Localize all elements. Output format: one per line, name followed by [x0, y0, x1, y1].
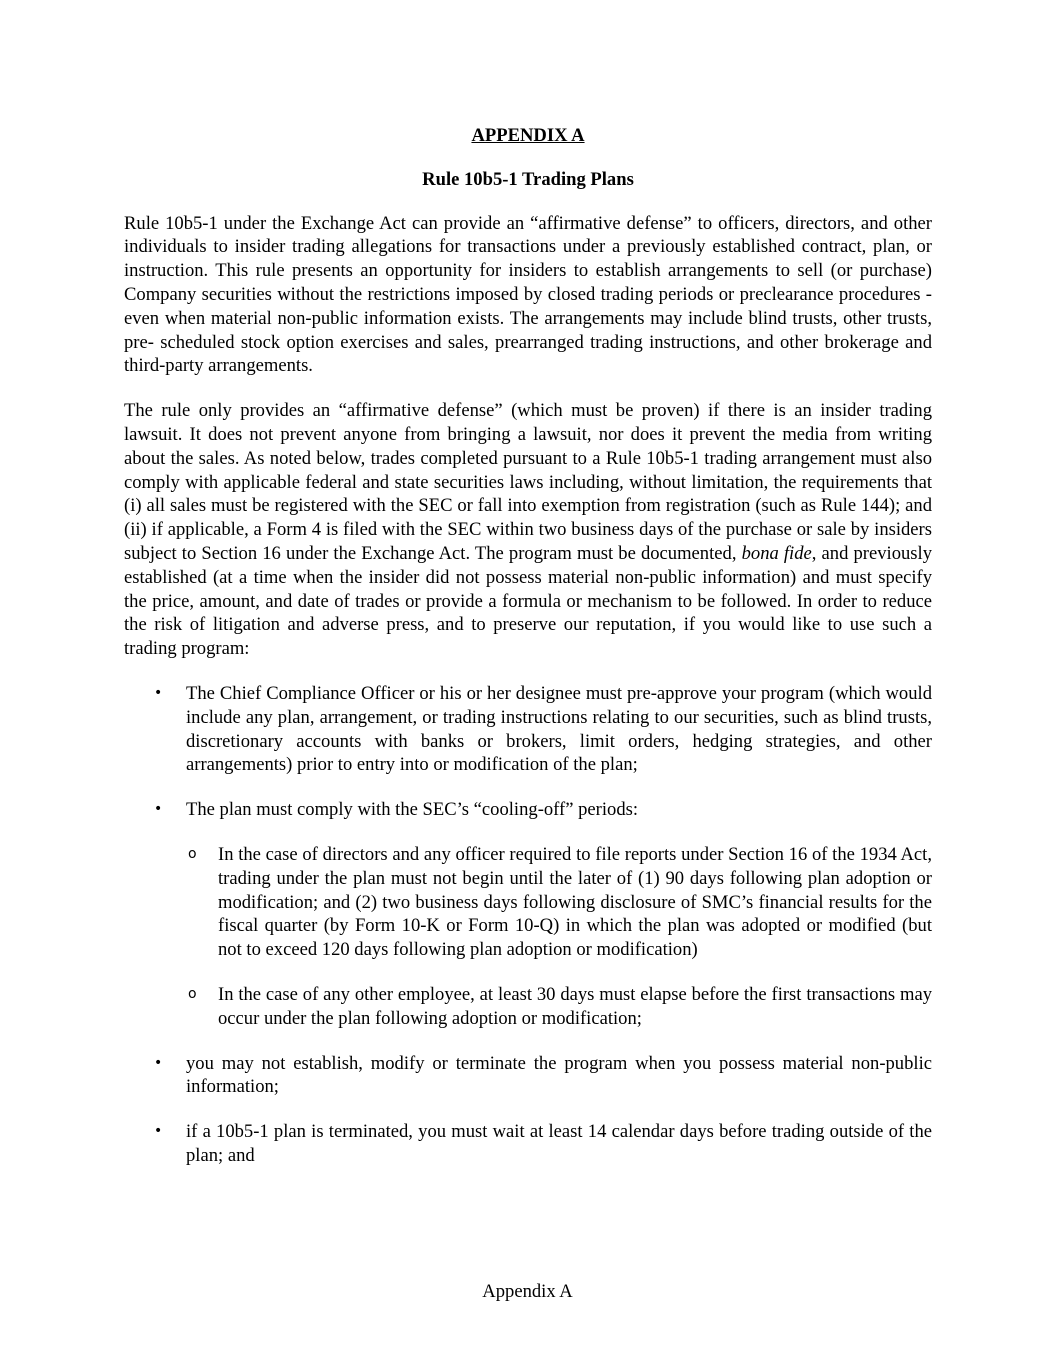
page-footer: Appendix A [482, 1281, 573, 1302]
list-item-text: if a 10b5-1 plan is terminated, you must wait at least 14 calendar days before trading outside of the plan; and [186, 1121, 932, 1166]
appendix-title: APPENDIX A [471, 125, 585, 146]
list-item-text: you may not establish, modify or terminate the program when you possess material non-public information; [186, 1052, 932, 1098]
sub-bullet-marker: o [188, 985, 197, 1002]
bullet-marker: • [154, 801, 163, 818]
list-item-text: The Chief Compliance Officer or his or her designee must pre-approve your program (which would include any plan, arrangement, or trading instructions relating to our securities, such as blind trusts, discretionary accounts with banks or brokers, limit orders, hedging strategies, and other arrangements) prior to entry into or modification of the plan; [186, 682, 932, 776]
affirmative-defense-paragraph [124, 399, 932, 661]
list-item-text: The plan must comply with the SEC’s “cooling-off” periods: [186, 799, 639, 821]
sub-bullet-marker: o [188, 845, 197, 862]
list-item [124, 682, 932, 777]
requirements-list [124, 682, 932, 1168]
sub-list-item-text: In the case of directors and any officer required to file reports under Section 16 of the 1934 Act, trading under the plan must not begin until the later of (1) 90 days following plan adoption or modification; and (2) two business days following disclosure of SMC’s financial results for the fiscal quarter (by Form 10-K or Form 10-Q) in which the plan was adopted or modified (but not to exceed 120 days following plan adoption or modification) [218, 843, 932, 961]
list-item [124, 1120, 932, 1168]
paragraph2-text-start: The rule only provides an “affirmative defense” (which must be proven) if there is an insider trading lawsuit. It does not prevent anyone from bringing a lawsuit, nor does it prevent the media from writing about the sales. As noted below, trades completed pursuant to a Rule 10b5-1 trading arrangement must also comply with applicable federal and state securities laws including, without limitation, the requirements that (i) all sales must be registered with the SEC or fall into exemption from registration (such as Rule 144); and (ii) if applicable, a Form 4 is filed with the SEC within two business days of the purchase or sale by insiders subject to Section 16 under the Exchange Act. The program must be documented, [124, 400, 932, 564]
list-item [124, 1052, 932, 1100]
bona-fide-italic: bona fide [741, 542, 812, 564]
paragraph2-text-end: , and previously established (at a time when the insider did not possess material non-public information) and must specify the price, amount, and date of trades or provide a formula or mechanism to be followed. In order to reduce the risk of litigation and adverse press, and to preserve our reputation, if you would like to use such a trading program: [124, 542, 932, 660]
bullet-marker: • [154, 1123, 163, 1140]
document-page [124, 124, 932, 1189]
bullet-marker: • [154, 1054, 163, 1071]
cooling-off-sublist [186, 843, 932, 1031]
intro-paragraph: Rule 10b5-1 under the Exchange Act can provide an “affirmative defense” to officers, directors, and other individuals to insider trading allegations for transactions under a previously established contract, plan, or instruction. This rule presents an opportunity for insiders to establish arrangements to sell (or purchase) Company securities without the restrictions imposed by closed trading periods or preclearance procedures - even when material non-public information exists. The arrangements may include blind trusts, other trusts, pre- scheduled stock option exercises and sales, prearranged trading instructions, and other brokerage and third-party arrangements. [124, 212, 932, 377]
bullet-marker: • [154, 684, 163, 701]
section-title: Rule 10b5-1 Trading Plans [422, 168, 634, 190]
sub-list-item [186, 843, 932, 962]
sub-list-item [186, 983, 932, 1031]
sub-list-item-text: In the case of any other employee, at least 30 days must elapse before the first transactions may occur under the plan following adoption or modification; [218, 983, 932, 1029]
list-item [124, 798, 932, 1030]
